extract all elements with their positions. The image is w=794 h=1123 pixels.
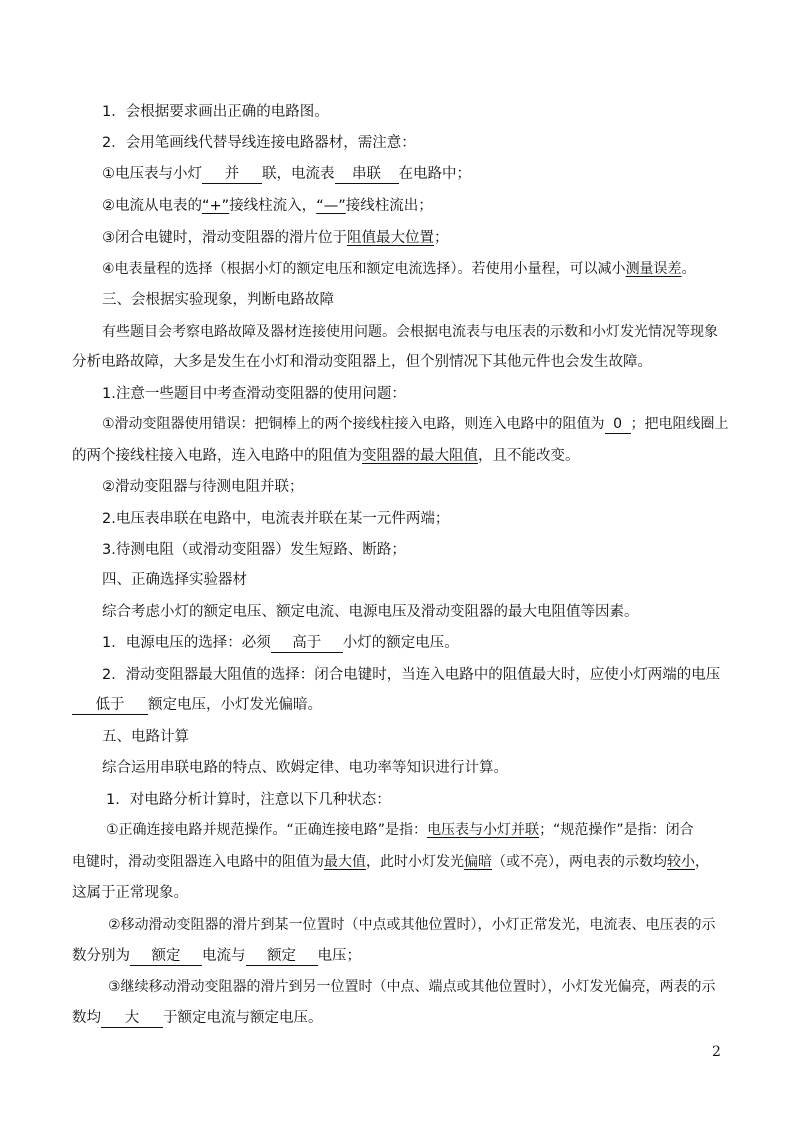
text: ，此时小灯发光	[366, 854, 464, 870]
text: ①正确连接电路并规范操作。“正确连接电路”是指：	[106, 822, 428, 838]
text: 数分别为	[72, 948, 130, 964]
text: 小灯的额定电压。	[342, 635, 459, 651]
paragraph-line: 2.电压表串联在电路中，电流表并联在某一元件两端；	[102, 511, 450, 527]
line-5	[102, 228, 449, 248]
text: 联，电流表	[262, 166, 335, 182]
answer-underlined: “+”	[202, 198, 230, 214]
paragraph-line: 3.待测电阻（或滑动变阻器）发生短路、断路；	[102, 542, 406, 558]
text: ③闭合电键时，滑动变阻器的滑片位于	[102, 230, 347, 246]
answer-underlined: 较小	[667, 854, 695, 870]
paragraph-line	[72, 946, 361, 966]
answer-underlined: 最大值	[324, 854, 366, 870]
paragraph-line	[72, 1008, 323, 1028]
paragraph-line	[72, 852, 709, 872]
line-6	[102, 259, 696, 279]
text: 的两个接线柱接入电路，连入电路中的阻值为	[72, 448, 362, 464]
text: ②电流从电表的	[102, 198, 202, 214]
text: 额定电压，小灯发光偏暗。	[148, 697, 322, 713]
text: 数均	[72, 1010, 101, 1026]
text: 接线柱流入，	[229, 198, 317, 214]
paragraph-line: 1.注意一些题目中考查滑动变阻器的使用问题：	[102, 386, 406, 402]
answer-underlined: 测量误差	[625, 261, 682, 277]
paragraph-line	[72, 446, 580, 466]
text: 。	[681, 261, 696, 277]
section-heading-4: 四、正确选择实验器材	[102, 572, 247, 588]
line-3	[102, 164, 471, 184]
text: 在电路中；	[398, 166, 471, 182]
answer-underlined: 偏暗	[464, 854, 492, 870]
paragraph-line: ②移动滑动变阻器的滑片到某一位置时（中点或其他位置时），小灯正常发光，电流表、电压表的示	[108, 917, 716, 933]
text: 电流与	[202, 948, 246, 964]
text: ①电压表与小灯	[102, 166, 202, 182]
text: ；把电阻线圈上	[630, 416, 729, 432]
text: ；	[434, 230, 449, 246]
paragraph-line: ②滑动变阻器与待测电阻并联；	[102, 479, 304, 495]
paragraph-line: 分析电路故障，大多是发生在小灯和滑动变阻器上，但个别情况下其他元件也会发生故障。	[72, 354, 652, 370]
line-1: 1．会根据要求画出正确的电路图。	[102, 104, 329, 120]
paragraph-line: 综合运用串联电路的特点、欧姆定律、电功率等知识进行计算。	[102, 760, 508, 776]
answer-underlined: 阻值最大位置	[347, 230, 434, 246]
line-4	[102, 196, 433, 216]
answer-underlined: “—”	[316, 198, 346, 214]
text: 接线柱流出；	[345, 198, 433, 214]
line-2: 2．会用笔画线代替导线连接电路器材，需注意：	[102, 135, 416, 151]
answer-blank: 额定	[130, 947, 202, 966]
answer-blank: 额定	[246, 947, 318, 966]
text: ④电表量程的选择（根据小灯的额定电压和额定电流选择）。若使用小量程，可以减小	[102, 261, 626, 277]
paragraph-line	[102, 414, 729, 434]
section-heading-3: 三、会根据实验现象，判断电路故障	[102, 292, 334, 308]
paragraph-line: 综合考虑小灯的额定电压、额定电流、电源电压及滑动变阻器的最大电阻值等因素。	[102, 604, 639, 620]
answer-blank: 0	[605, 415, 631, 434]
answer-blank: 大	[101, 1009, 163, 1028]
text: ，且不能改变。	[478, 448, 580, 464]
text: 1．电源电压的选择：必须	[102, 635, 271, 651]
answer-underlined: 电压表与小灯并联	[427, 822, 540, 838]
paragraph-line: 1．对电路分析计算时，注意以下几种状态：	[106, 792, 391, 808]
answer-blank: 高于	[271, 634, 343, 653]
answer-blank: 并	[202, 165, 262, 184]
paragraph-line: 有些题目会考察电路故障及器材连接使用问题。会根据电流表与电压表的示数和小灯发光情况等现象	[102, 324, 718, 340]
page-number: 2	[712, 1044, 721, 1060]
text: ①滑动变阻器使用错误：把铜棒上的两个接线柱接入电路，则连入电路中的阻值为	[102, 416, 605, 432]
answer-blank: 串联	[335, 165, 399, 184]
answer-blank: 低于	[72, 696, 148, 715]
paragraph-line: 2．滑动变阻器最大阻值的选择：闭合电键时，当连入电路中的阻值最大时，应使小灯两端的电压	[102, 667, 721, 683]
text: 电键时，滑动变阻器连入电路中的阻值为	[72, 854, 324, 870]
paragraph-line: ③继续移动滑动变阻器的滑片到另一位置时（中点、端点或其他位置时），小灯发光偏亮，两表的示	[108, 979, 716, 995]
paragraph-line	[106, 820, 694, 840]
text: ，	[695, 854, 709, 870]
text: 于额定电流与额定电压。	[163, 1010, 323, 1026]
paragraph-line	[72, 695, 322, 715]
paragraph-line	[102, 633, 459, 653]
answer-underlined: 变阻器的最大阻值	[362, 448, 478, 464]
text: ；“规范操作”是指：闭合	[539, 822, 694, 838]
text: 电压；	[317, 948, 361, 964]
section-heading-5: 五、电路计算	[102, 729, 189, 745]
paragraph-line: 这属于正常现象。	[72, 885, 188, 901]
text: （或不亮），两电表的示数均	[492, 854, 667, 870]
